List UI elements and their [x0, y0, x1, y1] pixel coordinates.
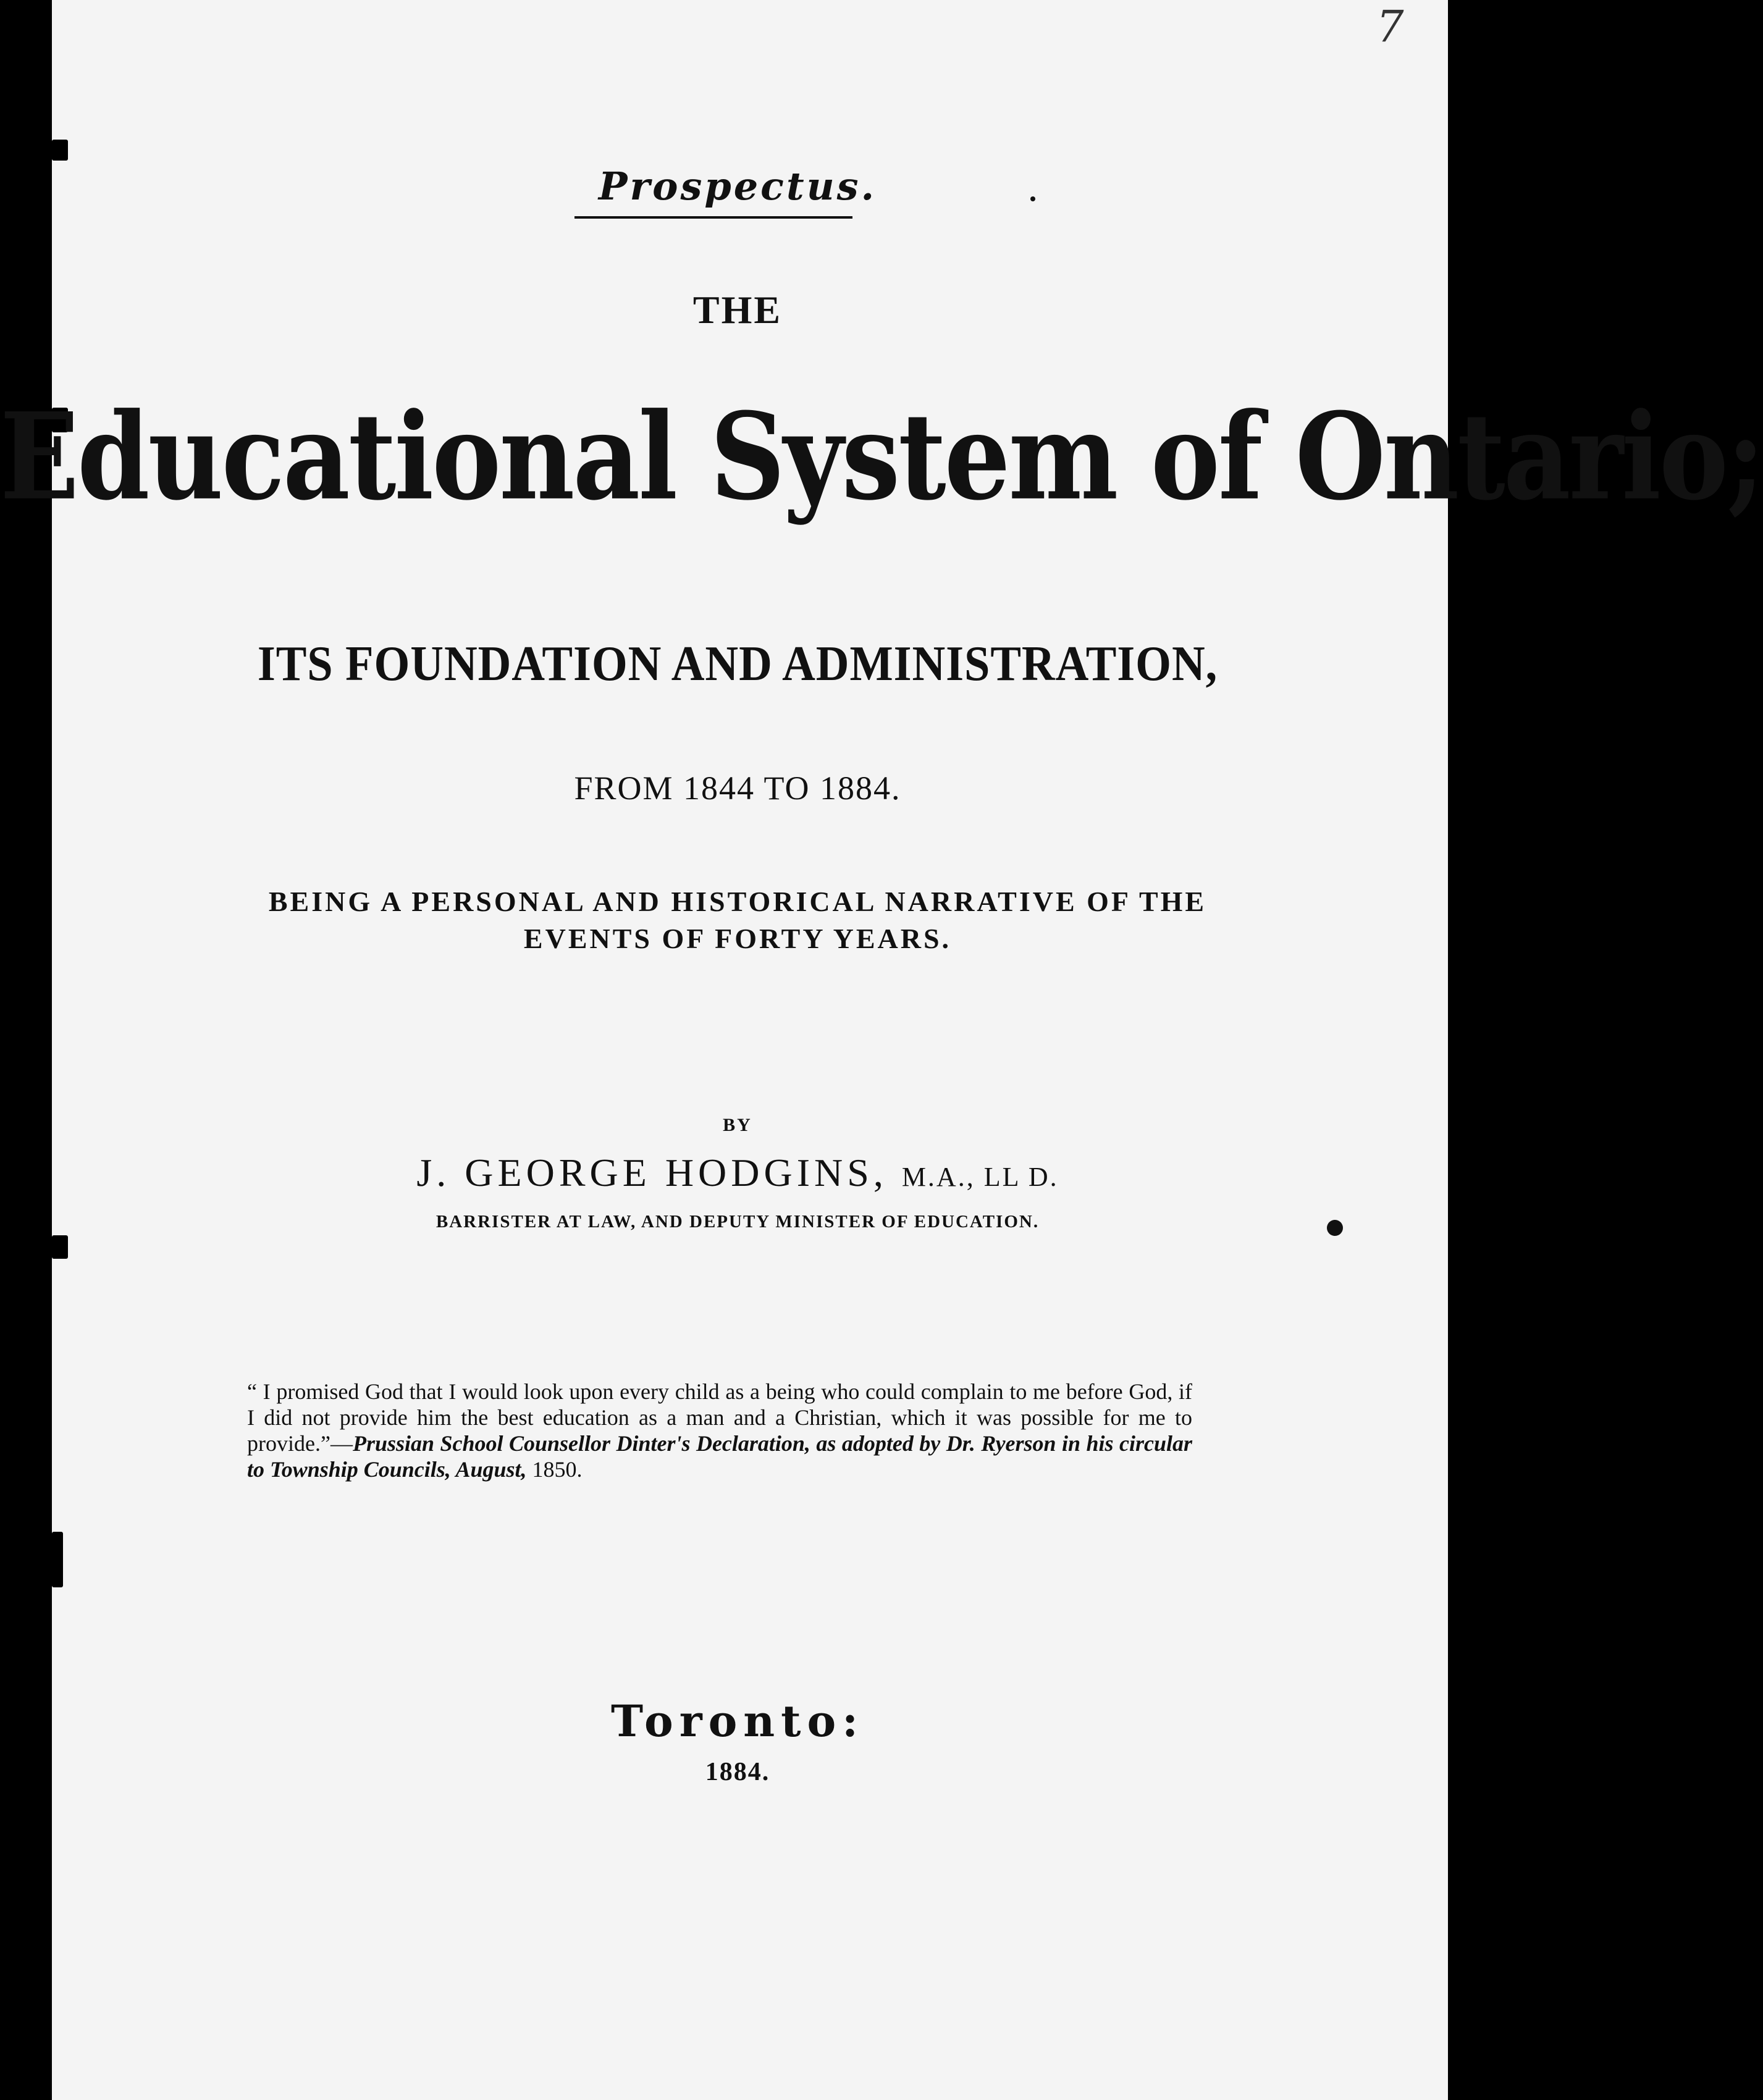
- imprint-city: Toronto:: [610, 1695, 865, 1747]
- title-article: THE: [692, 288, 783, 332]
- subtitle: ITS FOUNDATION AND ADMINISTRATION,: [257, 637, 1218, 691]
- page-number: 7: [1376, 1, 1404, 52]
- binding-stitch: [52, 1235, 68, 1259]
- prospectus-underline: [574, 216, 852, 219]
- ink-speck: [1030, 196, 1035, 201]
- narrative-description: [0, 883, 1475, 957]
- prospectus-label: Prospectus.: [598, 164, 877, 209]
- author-name: J. GEORGE HODGINS,: [416, 1151, 888, 1195]
- ink-blot: [1327, 1220, 1343, 1236]
- date-range: FROM 1844 TO 1884.: [574, 770, 901, 807]
- binding-stitch: [52, 1532, 63, 1587]
- epigraph-text: “ I promised God that I would look upon every child as a being who could complain to me before God, if I did not provide him the best education as a man and a Christian, which it was possible for me to provide.”—: [247, 1379, 1192, 1456]
- author-line: [0, 1150, 1475, 1196]
- author-degrees: M.A., LL D.: [901, 1162, 1059, 1192]
- imprint-year: 1884.: [705, 1758, 770, 1786]
- author-position: BARRISTER AT LAW, AND DEPUTY MINISTER OF EDUCATION.: [435, 1212, 1040, 1232]
- narrative-line-1: BEING A PERSONAL AND HISTORICAL NARRATIVE OF THE: [268, 886, 1207, 917]
- binding-stitch: [52, 140, 68, 161]
- epigraph-year: 1850.: [526, 1457, 583, 1482]
- epigraph-source: Prussian School Counsellor Dinter's Declaration, as adopted by Dr. Ryerson in his circular to Township Councils, August,: [247, 1431, 1192, 1482]
- by-label: BY: [723, 1115, 752, 1135]
- epigraph-quote: [247, 1379, 1192, 1482]
- narrative-line-2: EVENTS OF FORTY YEARS.: [523, 923, 952, 954]
- main-title: Educational System of Ontario;: [0, 386, 1763, 527]
